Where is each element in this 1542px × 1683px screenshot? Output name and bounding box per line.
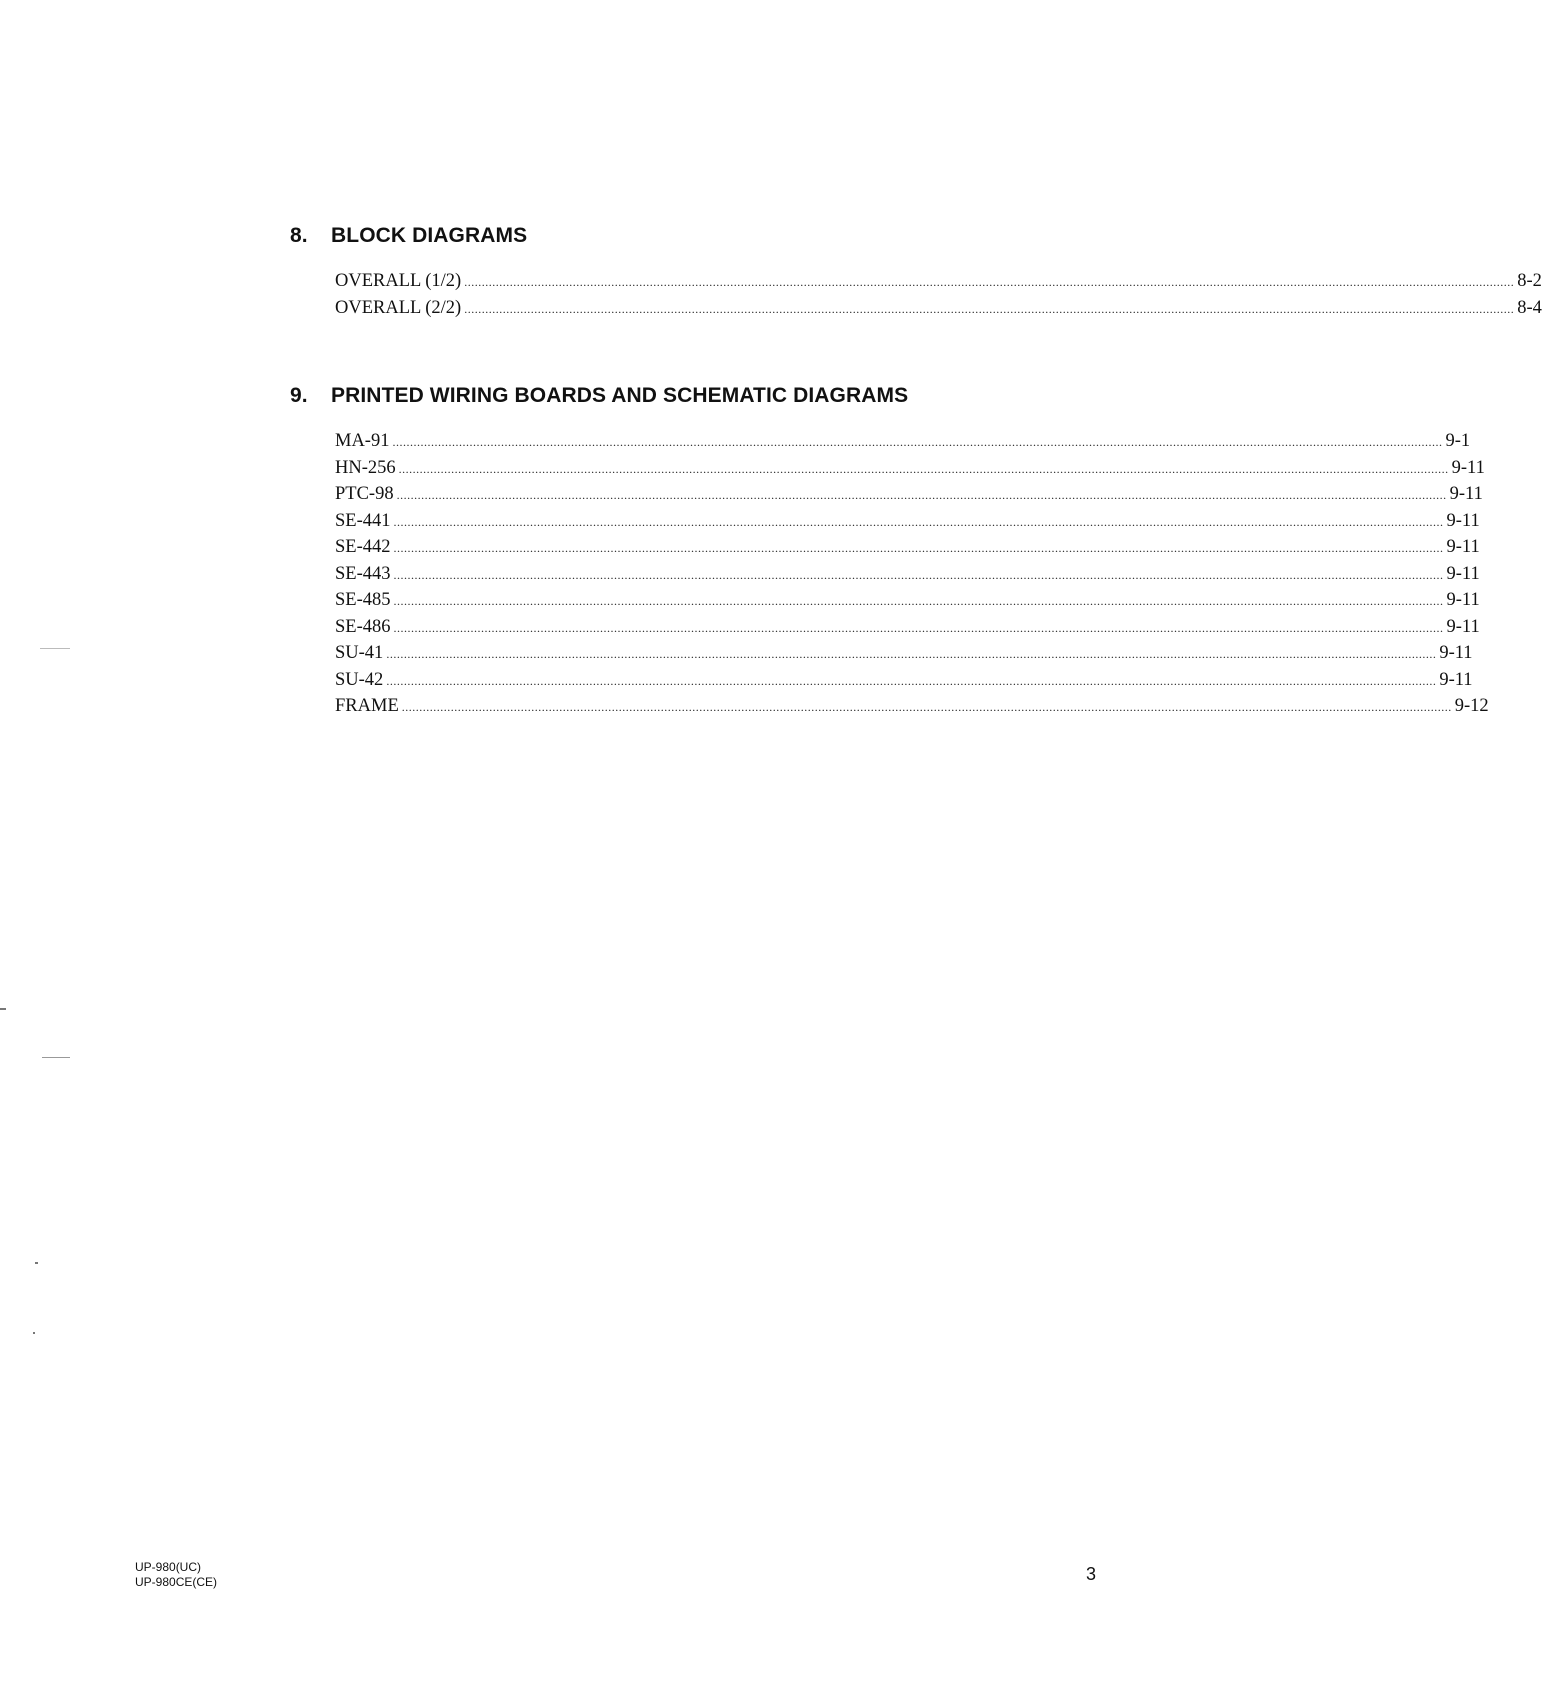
toc-entry[interactable]: [335, 508, 1480, 535]
dot-leader: ............................................................................................................................................................................................................................................................................................................: [393, 514, 1444, 529]
toc-entry-title: MA-91: [335, 431, 390, 451]
dot-leader: ............................................................................................................................................................................................................................................................................................................: [464, 301, 1515, 316]
toc-entry-page: 8-4: [1517, 297, 1542, 318]
toc-entry-title: SU-41: [335, 643, 384, 663]
footer-model-numbers: [135, 1560, 217, 1590]
dot-leader: ............................................................................................................................................................................................................................................................................................................: [386, 673, 1437, 688]
toc-entry-page: 9-11: [1439, 643, 1473, 663]
page-number: 3: [1086, 1564, 1097, 1584]
toc-entry-page: 9-11: [1446, 537, 1480, 557]
toc-entry-page: 9-11: [1446, 563, 1480, 584]
toc-entry-title: SE-442: [335, 537, 391, 557]
toc-entry[interactable]: [335, 561, 1480, 588]
toc-entry-page: 9-11: [1446, 510, 1480, 531]
section-printed-wiring-boards: [290, 382, 1489, 720]
dot-leader: ............................................................................................................................................................................................................................................................................................................: [393, 594, 1444, 608]
model-ce: UP-980CE(CE): [135, 1575, 218, 1589]
toc-entry[interactable]: [335, 481, 1483, 508]
scan-speck: [33, 1332, 35, 1334]
toc-entry[interactable]: [335, 614, 1480, 641]
dot-leader: ............................................................................................................................................................................................................................................................................................................: [393, 567, 1444, 582]
toc-entry-page: 9-11: [1446, 590, 1480, 610]
toc-entry-title: SE-441: [335, 510, 391, 531]
section-heading: [290, 222, 956, 250]
toc-entries: [335, 428, 1489, 720]
toc-entry-title: SU-42: [335, 669, 384, 690]
toc-entry-page: 9-12: [1454, 696, 1489, 716]
toc-entry-page: 8-2: [1517, 271, 1542, 291]
scan-speck: [40, 648, 70, 649]
dot-leader: ............................................................................................................................................................................................................................................................................................................: [392, 435, 1443, 449]
toc-entry-page: 9-1: [1445, 431, 1471, 451]
toc-entry[interactable]: [335, 428, 1471, 455]
toc-entry[interactable]: [335, 640, 1473, 667]
toc-entry[interactable]: [335, 587, 1480, 614]
section-block-diagrams: [290, 222, 1542, 321]
toc-entry[interactable]: [335, 693, 1489, 720]
toc-entry-title: SE-486: [335, 616, 391, 637]
scan-speck: [42, 1057, 70, 1058]
dot-leader: ............................................................................................................................................................................................................................................................................................................: [393, 541, 1444, 555]
dot-leader: ............................................................................................................................................................................................................................................................................................................: [386, 647, 1437, 661]
toc-entry-title: OVERALL (2/2): [335, 297, 462, 318]
toc-entry-page: 9-11: [1449, 484, 1483, 504]
toc-entries: [335, 268, 1542, 321]
toc-entry[interactable]: [335, 295, 1542, 322]
section-number: 8.: [290, 224, 308, 247]
toc-entry[interactable]: [335, 268, 1542, 295]
scan-speck: [35, 1262, 38, 1264]
section-title: PRINTED WIRING BOARDS AND SCHEMATIC DIAGRAMS: [331, 384, 909, 407]
toc-entry-title: PTC-98: [335, 484, 394, 504]
dot-leader: ............................................................................................................................................................................................................................................................................................................: [398, 461, 1449, 476]
toc-entry-title: FRAME: [335, 696, 399, 716]
toc-entry-page: 9-11: [1451, 457, 1485, 478]
section-heading: [290, 382, 956, 410]
toc-entry-title: SE-485: [335, 590, 391, 610]
model-uc: UP-980(UC): [135, 1560, 202, 1574]
toc-entry-page: 9-11: [1439, 669, 1473, 690]
dot-leader: ............................................................................................................................................................................................................................................................................................................: [393, 620, 1444, 635]
section-number: 9.: [290, 384, 308, 407]
toc-entry-title: OVERALL (1/2): [335, 271, 462, 291]
toc-entry-page: 9-11: [1446, 616, 1480, 637]
toc-entry-title: HN-256: [335, 457, 396, 478]
toc-entry-title: SE-443: [335, 563, 391, 584]
dot-leader: ............................................................................................................................................................................................................................................................................................................: [464, 275, 1515, 289]
section-title: BLOCK DIAGRAMS: [331, 224, 528, 247]
toc-entry[interactable]: [335, 534, 1480, 561]
dot-leader: ............................................................................................................................................................................................................................................................................................................: [396, 488, 1447, 502]
scan-speck: [0, 1008, 6, 1010]
toc-entry[interactable]: [335, 667, 1473, 694]
toc-entry[interactable]: [335, 455, 1485, 482]
dot-leader: ............................................................................................................................................................................................................................................................................................................: [401, 700, 1452, 714]
